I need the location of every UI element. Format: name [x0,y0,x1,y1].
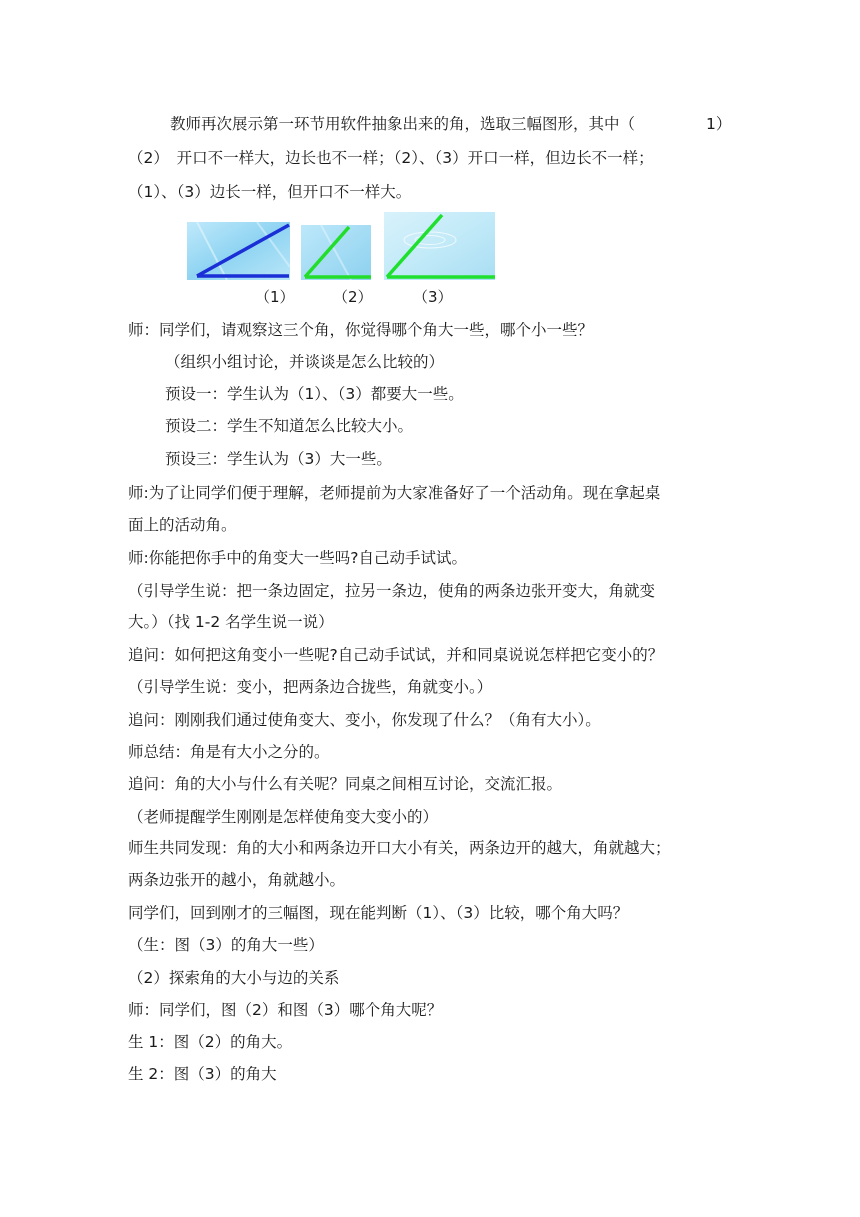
figure-caption-1: （1） [255,288,295,306]
body-line: 师生共同发现：角的大小和两条边开口大小有关，两条边开的越大，角就越大； [128,839,671,857]
body-line: 面上的活动角。 [128,516,237,534]
body-line: （引导学生说：把一条边固定，拉另一条边，使角的两条边张开变大，角就变 [128,582,656,600]
angle-figure-3 [384,212,495,280]
body-line: （引导学生说：变小，把两条边合拢些，角就变小。） [128,678,493,696]
body-line: 师：同学们，请观察这三个角，你觉得哪个角大一些，哪个小一些？ [128,321,594,339]
body-line: 师:你能把你手中的角变大一些吗?自己动手试试。 [128,549,467,567]
body-line: 预设二：学生不知道怎么比较大小。 [165,417,414,435]
body-line: （2）探索角的大小与边的关系 [128,969,340,987]
body-line: 师：同学们，图（2）和图（3）哪个角大呢？ [128,1001,443,1019]
body-line: （生：图（3）的角大一些） [128,936,324,954]
body-line: 两条边张开的越小，角就越小。 [128,871,346,889]
intro-line-3: （1）、（3）边长一样，但开口不一样大。 [128,183,412,201]
intro-line-1-end: 1） [706,115,732,133]
figure-caption-3: （3） [413,288,453,306]
angle-figure-1 [187,222,290,280]
body-line: 师总结：角是有大小之分的。 [128,743,330,761]
body-line: 生 2：图（3）的角大 [128,1065,277,1083]
body-line: 追问：刚刚我们通过使角变大、变小，你发现了什么？（角有大小）。 [128,711,601,729]
body-line: 预设一：学生认为（1）、（3）都要大一些。 [165,385,464,403]
angle-figure-2 [301,225,371,280]
figure-caption-2: （2） [333,288,373,306]
body-line: （组织小组讨论，并谈谈是怎么比较的） [165,353,445,371]
body-line: 追问：如何把这角变小一些呢?自己动手试试，并和同桌说说怎样把它变小的？ [128,646,664,664]
body-line: 追问：角的大小与什么有关呢？同桌之间相互讨论，交流汇报。 [128,775,563,793]
body-line: 同学们，回到刚才的三幅图，现在能判断（1）、（3）比较，哪个角大吗？ [128,904,629,922]
body-line: 大。）（找 1-2 名学生说一说） [128,613,334,631]
intro-line-2: （2） 开口不一样大，边长也不一样；（2）、（3）开口一样，但边长不一样； [128,149,654,167]
body-line: （老师提醒学生刚刚是怎样使角变大变小的） [128,808,439,826]
body-line: 预设三：学生认为（3）大一些。 [165,450,392,468]
intro-line-1: 教师再次展示第一环节用软件抽象出来的角，选取三幅图形，其中（ [170,115,636,133]
body-line: 生 1：图（2）的角大。 [128,1033,293,1051]
body-line: 师:为了让同学们便于理解，老师提前为大家准备好了一个活动角。现在拿起桌 [128,484,661,502]
